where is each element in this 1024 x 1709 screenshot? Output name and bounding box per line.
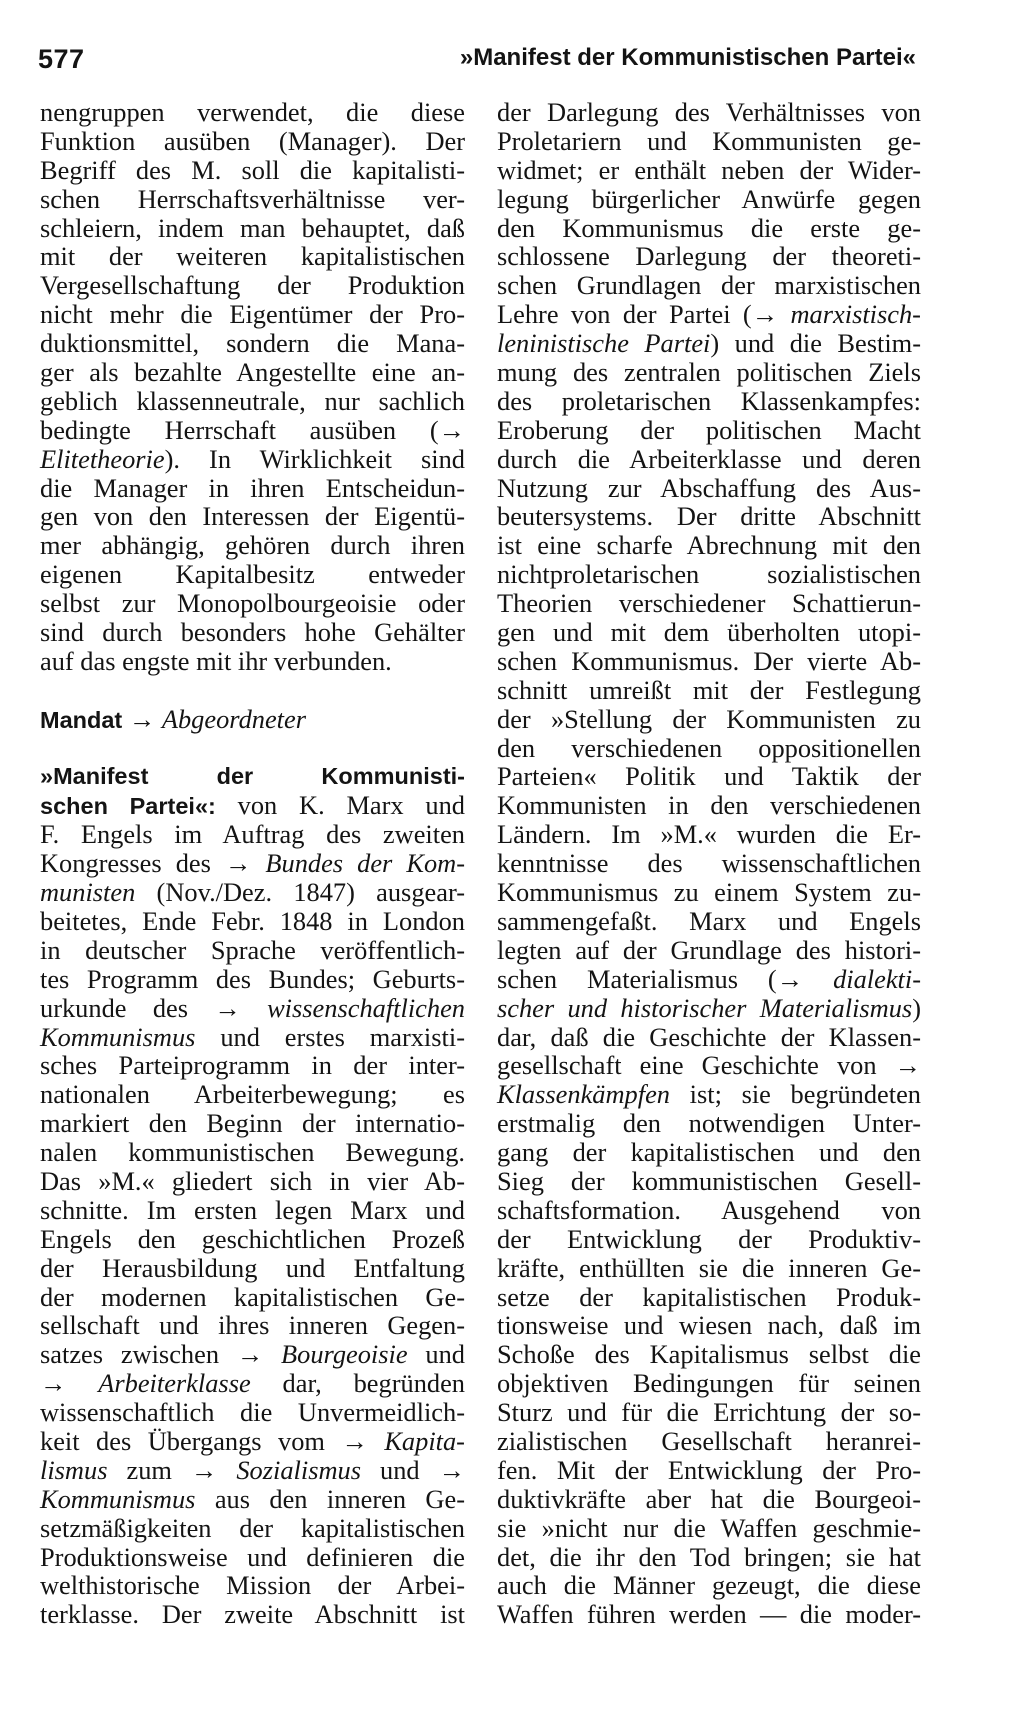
text-line: durch die Arbeiterklasse und deren — [497, 443, 921, 474]
text-line — [40, 1427, 465, 1456]
text-line: schen Grundlagen der marxistischen — [497, 270, 921, 301]
text-line: schleiern, indem man behauptet, daß — [40, 212, 465, 243]
text-line: zialistischen Gesellschaft heranrei- — [497, 1425, 921, 1456]
cross-reference[interactable]: marxistisch- — [790, 299, 921, 330]
text-line: eigenen Kapitalbesitz entweder — [40, 559, 465, 590]
text-line: markiert den Beginn der internatio- — [40, 1108, 465, 1139]
text-line: erstmalig den notwendigen Unter- — [497, 1108, 921, 1139]
text-line: der Herausbildung und Entfaltung — [40, 1252, 465, 1283]
text-line: ist eine scharfe Abrechnung mit den — [497, 530, 921, 561]
text-line: auf das engste mit ihr verbunden. — [40, 645, 392, 676]
cross-reference[interactable]: Bourgeoisie — [281, 1339, 408, 1370]
text-line: gesellschaft eine Geschichte von → — [497, 1050, 921, 1081]
text-line: bedingte Herrschaft ausüben (→ — [40, 414, 465, 445]
text-line: welthistorische Mission der Arbei- — [40, 1570, 465, 1601]
text-fragment: dar, begründen — [282, 1368, 465, 1399]
text-fragment: und → — [380, 1454, 465, 1485]
text-line — [497, 1080, 921, 1109]
text-fragment: und — [425, 1339, 465, 1370]
text-fragment: ). In Wirklichkeit sind — [164, 443, 465, 474]
text-line — [40, 1369, 465, 1398]
text-line: die Manager in ihren Entscheidun- — [40, 472, 465, 503]
text-fragment: von K. Marx und — [237, 790, 465, 821]
text-line: den verschiedenen oppositionellen — [497, 732, 921, 763]
text-line: der Entwicklung der Produktiv- — [497, 1223, 921, 1254]
arrow-icon: → — [128, 703, 156, 734]
text-line: sches Parteiprogramm in der inter- — [40, 1050, 465, 1081]
text-line: Begriff des M. soll die kapitalisti- — [40, 154, 465, 185]
text-line: Produktionsweise und definieren die — [40, 1541, 465, 1572]
text-line: Vergesellschaftung der Produktion — [40, 270, 465, 301]
text-line: Kommunismus zu einem System zu- — [497, 877, 921, 908]
text-line: Eroberung der politischen Macht — [497, 414, 921, 445]
text-line: duktivkräfte aber hat die Bourgeoi- — [497, 1483, 921, 1514]
right-column — [497, 98, 921, 1629]
text-line: nicht mehr die Eigentümer der Pro- — [40, 299, 465, 330]
text-line: sie »nicht nur die Waffen geschmie- — [497, 1512, 921, 1543]
text-line: schnitte. Im ersten legen Marx und — [40, 1194, 465, 1225]
text-line: objektiven Bedingungen für seinen — [497, 1368, 921, 1399]
text-line: sind durch besonders hohe Gehälter — [40, 617, 465, 648]
text-line: kenntnisse des wissenschaftlichen — [497, 848, 921, 879]
text-line: Ländern. Im »M.« wurden die Er- — [497, 819, 921, 850]
text-line: wissenschaftlich die Unvermeidlich- — [40, 1397, 465, 1428]
text-line: nalen kommunistischen Bewegung. — [40, 1137, 465, 1168]
cross-reference[interactable]: Kommunismus — [40, 1483, 196, 1514]
text-fragment: aus den inneren Ge- — [214, 1483, 465, 1514]
text-line: auch die Männer gezeugt, die diese — [497, 1570, 921, 1601]
running-head: »Manifest der Kommunistischen Partei« — [459, 44, 916, 71]
text-line: des proletarischen Klassenkampfes: — [497, 385, 921, 416]
text-line — [497, 994, 921, 1023]
text-line: gen und mit dem überholten utopi- — [497, 617, 921, 648]
text-fragment: ) und die Bestim- — [710, 328, 921, 359]
text-fragment: ) — [912, 992, 921, 1023]
text-line: setzmäßigkeiten der kapitalistischen — [40, 1512, 465, 1543]
entry-keyword: Mandat — [40, 706, 123, 733]
text-line: kräfte, enthüllten sie die inneren Ge- — [497, 1252, 921, 1283]
text-line: sellschaft und ihres inneren Gegen- — [40, 1310, 465, 1341]
text-line: widmet; er enthält neben der Wider- — [497, 154, 921, 185]
entry-keyword: schen Partei«: — [40, 793, 216, 820]
text-line — [40, 849, 465, 878]
text-line: Das »M.« gliedert sich in vier Ab- — [40, 1165, 465, 1196]
cross-reference[interactable]: Bundes der Kom- — [265, 848, 465, 879]
text-line: dar, daß die Geschichte der Klassen- — [497, 1021, 921, 1052]
text-line: schen Herrschaftsverhältnisse ver- — [40, 183, 465, 214]
cross-reference[interactable]: Elitetheorie — [40, 443, 165, 474]
cross-reference[interactable]: Arbeiterklasse — [98, 1368, 251, 1399]
text-line: den Kommunismus die erste ge- — [497, 212, 921, 243]
text-line: der modernen kapitalistischen Ge- — [40, 1281, 465, 1312]
text-line — [497, 300, 921, 329]
text-line: geblich klassenneutrale, nur sachlich — [40, 385, 465, 416]
text-line: schen Kommunismus. Der vierte Ab- — [497, 645, 921, 676]
text-line — [40, 1456, 465, 1485]
text-line: mung des zentralen politischen Ziels — [497, 357, 921, 388]
text-line — [40, 445, 465, 474]
left-column — [40, 98, 465, 1629]
text-line: tes Programm des Bundes; Geburts- — [40, 963, 465, 994]
arrow-icon: → — [40, 1368, 67, 1399]
text-fragment: schen Materialismus (→ — [497, 963, 804, 994]
text-line: gang der kapitalistischen und den — [497, 1137, 921, 1168]
text-line: duktionsmittel, sondern die Mana- — [40, 328, 465, 359]
entry-keyword: »Manifest der Kommunisti- — [40, 763, 465, 790]
cross-reference[interactable]: scher und historischer Materialismus — [497, 992, 913, 1023]
text-line: Schoße des Kapitalismus selbst die — [497, 1339, 921, 1370]
text-line: mit der weiteren kapitalistischen — [40, 241, 465, 272]
text-line: der Darlegung des Verhältnisses von — [497, 97, 921, 127]
text-line: Sturz und für die Errichtung der so- — [497, 1397, 921, 1428]
text-line: legung bürgerlicher Anwürfe gegen — [497, 183, 921, 214]
page-number: 577 — [38, 44, 85, 74]
text-fragment: satzes zwischen → — [40, 1339, 264, 1370]
text-line — [497, 965, 921, 994]
text-line: Funktion ausüben (Manager). Der — [40, 125, 465, 156]
text-line: selbst zur Monopolbourgeoisie oder — [40, 588, 465, 619]
text-line: Engels den geschichtlichen Prozeß — [40, 1223, 465, 1254]
cross-reference[interactable]: Kommunismus — [40, 1021, 196, 1052]
text-line: der »Stellung der Kommunisten zu — [497, 703, 921, 734]
text-fragment: urkunde des → — [40, 992, 241, 1023]
text-fragment: Kongresses des → — [40, 848, 252, 879]
text-line: gen von den Interessen der Eigentü- — [40, 501, 465, 532]
text-line: Theorien verschiedener Schattierun- — [497, 588, 921, 619]
text-line: legten auf der Grundlage des histori- — [497, 934, 921, 965]
text-fragment: Lehre von der Partei (→ — [497, 299, 779, 330]
text-line: beutersystems. Der dritte Abschnitt — [497, 501, 921, 532]
text-fragment: ist; sie begründeten — [689, 1079, 921, 1110]
text-line: setze der kapitalistischen Produk- — [497, 1281, 921, 1312]
text-line: in deutscher Sprache veröffentlich- — [40, 934, 465, 965]
text-line: schnitt umreißt mit der Festlegung — [497, 674, 921, 705]
text-line: nengruppen verwendet, die diese — [40, 97, 465, 127]
text-line — [40, 1023, 465, 1052]
text-line — [40, 1340, 465, 1369]
text-line: tionsweise und wiesen nach, daß im — [497, 1310, 921, 1341]
text-line: mer abhängig, gehören durch ihren — [40, 530, 465, 561]
text-line: det, die ihr den Tod bringen; sie hat — [497, 1541, 921, 1572]
text-line — [40, 791, 465, 820]
cross-reference[interactable]: dialekti- — [833, 963, 921, 994]
text-line: nichtproletarischen sozialistischen — [497, 559, 921, 590]
text-line: schaftsformation. Ausgehend von — [497, 1194, 921, 1225]
cross-reference[interactable]: munisten — [40, 877, 136, 908]
text-line: F. Engels im Auftrag des zweiten — [40, 819, 465, 850]
text-line: Kommunisten in den verschiedenen — [497, 790, 921, 821]
cross-reference[interactable]: lismus — [40, 1454, 108, 1485]
text-fragment: zum → — [126, 1454, 218, 1485]
text-line — [40, 1485, 465, 1514]
text-line: fen. Mit der Entwicklung der Pro- — [497, 1454, 921, 1485]
cross-reference[interactable]: Klassenkämpfen — [497, 1079, 670, 1110]
text-line: beitetes, Ende Febr. 1848 in London — [40, 905, 465, 936]
text-line: Sieg der kommunistischen Gesell- — [497, 1165, 921, 1196]
text-line: sammengefaßt. Marx und Engels — [497, 905, 921, 936]
text-fragment: und erstes marxisti- — [220, 1021, 465, 1052]
text-line — [497, 329, 921, 358]
cross-reference[interactable]: Sozialismus — [236, 1454, 361, 1485]
cross-reference[interactable]: leninistische Partei — [497, 328, 711, 359]
text-line: Parteien« Politik und Taktik der — [497, 761, 921, 792]
cross-reference[interactable]: Kapita- — [384, 1425, 465, 1456]
entry-mandat — [40, 705, 465, 734]
text-fragment: (Nov./Dez. 1847) ausgear- — [156, 877, 465, 908]
text-line: nationalen Arbeiterbewegung; es — [40, 1079, 465, 1110]
text-line — [40, 994, 465, 1023]
text-line: schlossene Darlegung der theoreti- — [497, 241, 921, 272]
text-line: ger als bezahlte Angestellte eine an- — [40, 357, 465, 388]
text-line: Nutzung zur Abschaffung des Aus- — [497, 472, 921, 503]
text-line: terklasse. Der zweite Abschnitt ist — [40, 1599, 465, 1630]
text-line: Waffen führen werden — die moder- — [497, 1599, 921, 1630]
cross-reference[interactable]: wissenschaftlichen — [267, 992, 465, 1023]
text-fragment: keit des Übergangs vom → — [40, 1425, 368, 1456]
cross-reference[interactable]: Abgeordneter — [161, 703, 306, 734]
text-line: Proletariern und Kommunisten ge- — [497, 125, 921, 156]
text-line — [40, 878, 465, 907]
